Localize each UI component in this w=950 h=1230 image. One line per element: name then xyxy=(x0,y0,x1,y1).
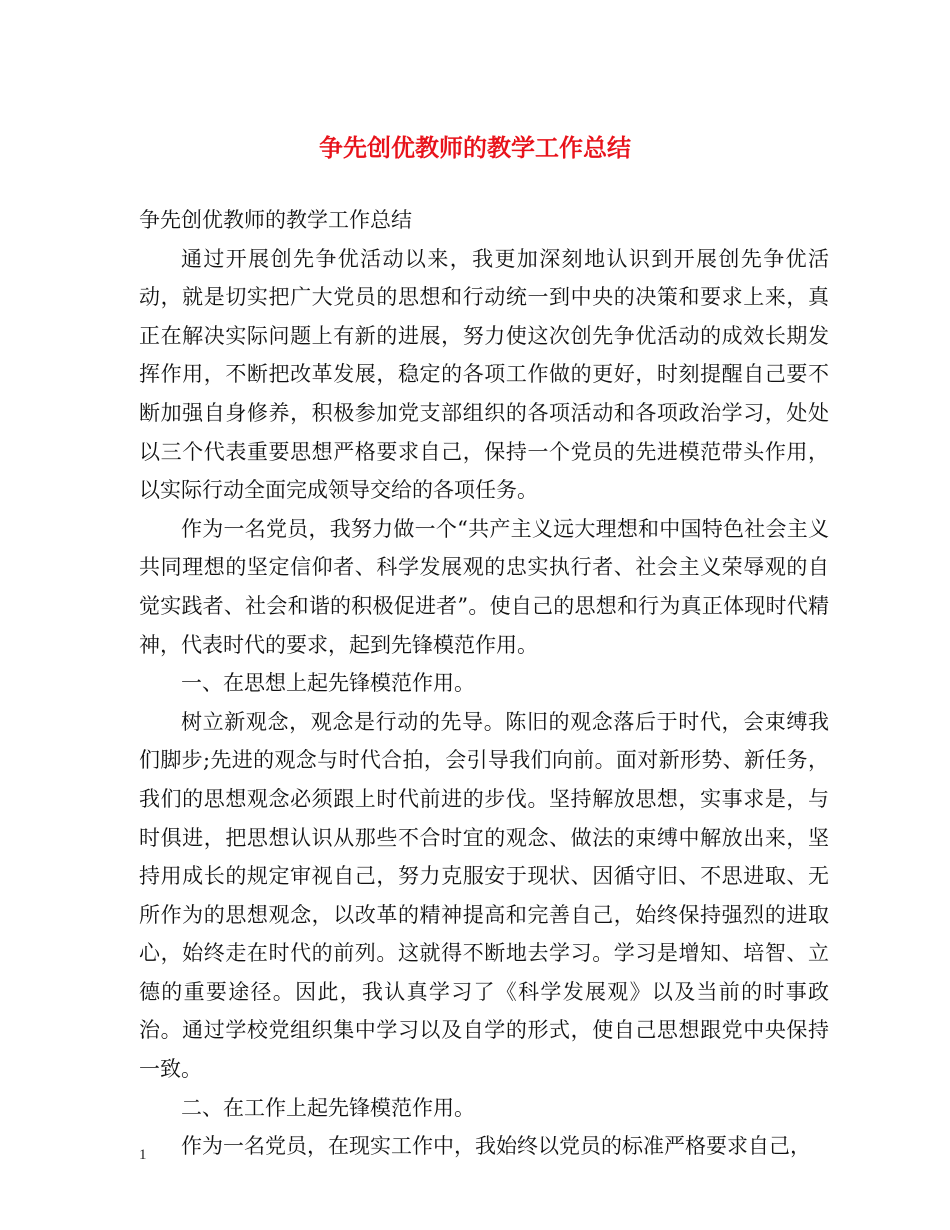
paragraph-1: 通过开展创先争优活动以来，我更加深刻地认识到开展创先争优活动，就是切实把广大党员的思想和行动统一到中央的决策和要求上来，真正在解决实际问题上有新的进展，努力使这次创先争优活动的成效长期发挥作用，不断把改革发展，稳定的各项工作做的更好，时刻提醒自己要不断加强自身修养，积极参加党支部组织的各项活动和各项政治学习，处处以三个代表重要思想严格要求自己，保持一个党员的先进模范带头作用，以实际行动全面完成领导交给的各项任务。 xyxy=(139,246,829,503)
page-number: 1 xyxy=(139,1147,147,1163)
document-body xyxy=(139,201,829,1166)
paragraph-2: 作为一名党员，我努力做一个“共产主义远大理想和中国特色社会主义共同理想的坚定信仰者、科学发展观的忠实执行者、社会主义荣辱观的自觉实践者、社会和谐的积极促进者”。使自己的思想和行为真正体现时代精神，代表时代的要求，起到先锋模范作用。 xyxy=(139,516,829,657)
paragraph-4: 作为一名党员，在现实工作中，我始终以党员的标准严格要求自己， xyxy=(181,1134,811,1159)
paragraph-3: 树立新观念，观念是行动的先导。陈旧的观念落后于时代，会束缚我们脚步;先进的观念与时代合拍，会引导我们向前。面对新形势、新任务，我们的思想观念必须跟上时代前进的步伐。坚持解放思想，实事求是，与时俱进，把思想认识从那些不合时宜的观念、做法的束缚中解放出来，坚持用成长的规定审视自己，努力克服安于现状、因循守旧、不思进取、无所作为的思想观念，以改革的精神提高和完善自己，始终保持强烈的进取心，始终走在时代的前列。这就得不断地去学习。学习是增知、培智、立德的重要途径。因此，我认真学习了《科学发展观》以及当前的时事政治。通过学校党组织集中学习以及自学的形式，使自己思想跟党中央保持一致。 xyxy=(139,709,829,1082)
section-heading-2: 二、在工作上起先锋模范作用。 xyxy=(181,1095,475,1120)
document-title: 争先创优教师的教学工作总结 xyxy=(319,134,631,162)
document-subtitle: 争先创优教师的教学工作总结 xyxy=(139,208,412,232)
section-heading-1: 一、在思想上起先锋模范作用。 xyxy=(181,671,475,696)
